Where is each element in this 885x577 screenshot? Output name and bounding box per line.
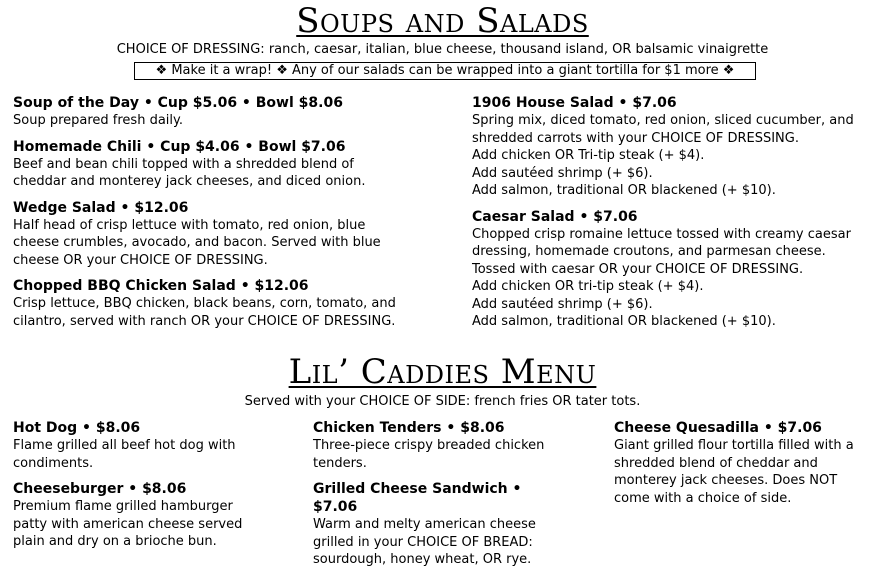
menu-item-cheeseburger: [13, 480, 258, 551]
item-name: Wedge Salad • $12.06: [13, 199, 189, 216]
item-description: Three-piece crispy breaded chicken tenders.: [313, 438, 545, 471]
item-description: Giant grilled flour tortilla filled with a shredded blend of cheddar and monterey jack cheeses. Does NOT come with a choice of side.: [614, 438, 854, 506]
addon-line: Add chicken OR Tri-tip steak (+ $4).: [472, 148, 705, 163]
item-name: Grilled Cheese Sandwich • $7.06: [313, 481, 522, 515]
item-name: Soup of the Day • Cup $5.06 • Bowl $8.06: [13, 95, 343, 111]
menu-item-1906-house-salad: [472, 94, 872, 200]
item-name: Cheeseburger • $8.06: [13, 481, 187, 497]
salads-right-column: [472, 94, 872, 339]
menu-item-grilled-cheese-sandwich: [313, 480, 568, 569]
menu-item-soup-of-the-day: [13, 94, 458, 130]
item-description: Warm and melty american cheese grilled in your CHOICE OF BREAD: sourdough, honey wheat, OR rye.: [313, 517, 536, 567]
item-description: Spring mix, diced tomato, red onion, sliced cucumber, and shredded carrots with your CHOICE OF DRESSING.: [472, 113, 854, 146]
addon-line: Add sautéed shrimp (+ $6).: [472, 296, 653, 312]
addon-line: Add salmon, traditional OR blackened (+ $10).: [472, 314, 776, 329]
caddies-column-1: [13, 419, 258, 559]
item-description: Soup prepared fresh daily.: [13, 113, 183, 128]
item-name: Caesar Salad • $7.06: [472, 208, 638, 225]
side-choice-note: Served with your CHOICE OF SIDE: french fries OR tater tots.: [244, 394, 641, 409]
menu-item-caesar-salad: [472, 208, 872, 331]
item-description: Beef and bean chili topped with a shredded blend of cheddar and monterey jack cheeses, and diced onion.: [13, 156, 366, 189]
item-description: Crisp lettuce, BBQ chicken, black beans, corn, tomato, and cilantro, served with ranch OR your CHOICE OF DRESSING.: [13, 296, 396, 329]
item-description: Chopped crisp romaine lettuce tossed with creamy caesar dressing, homemade croutons, and parmesan cheese. Tossed with caesar OR your CHOICE OF DRESSING.: [472, 226, 851, 277]
item-name: 1906 House Salad • $7.06: [472, 95, 677, 111]
item-description: Half head of crisp lettuce with tomato, red onion, blue cheese crumbles, avocado, and bacon. Served with blue cheese OR your CHOICE OF DRESSING.: [13, 217, 381, 268]
item-name: Chicken Tenders • $8.06: [313, 420, 505, 436]
soups-salads-title: Soups and Salads: [296, 1, 589, 41]
menu-item-chopped-bbq-chicken-salad: [13, 277, 458, 330]
caddies-column-3: [614, 419, 876, 515]
item-description: Premium flame grilled hamburger patty with american cheese served plain and dry on a brioche bun.: [13, 499, 243, 549]
addon-line: Add sautéed shrimp (+ $6).: [472, 165, 653, 181]
item-description: Flame grilled all beef hot dog with condiments.: [13, 438, 236, 471]
addon-line: Add salmon, traditional OR blackened (+ $10).: [472, 183, 776, 198]
menu-item-cheese-quesadilla: [614, 419, 876, 507]
dressing-choices: CHOICE OF DRESSING: ranch, caesar, italian, blue cheese, thousand island, OR balsamic vinaigrette: [116, 42, 769, 57]
item-name: Cheese Quesadilla • $7.06: [614, 420, 822, 436]
wrap-note: ❖ Make it a wrap! ❖ Any of our salads can be wrapped into a giant tortilla for $1 more ❖: [134, 62, 756, 80]
caddies-column-2: [313, 419, 568, 577]
item-name: Hot Dog • $8.06: [13, 420, 141, 436]
menu-item-homemade-chili: [13, 138, 458, 191]
item-name: Chopped BBQ Chicken Salad • $12.06: [13, 278, 309, 294]
salads-left-column: [13, 94, 458, 338]
item-name: Homemade Chili • Cup $4.06 • Bowl $7.06: [13, 138, 346, 155]
addon-line: Add chicken OR tri-tip steak (+ $4).: [472, 279, 704, 294]
lil-caddies-title: Lil’ Caddies Menu: [288, 352, 597, 392]
menu-item-hot-dog: [13, 419, 258, 472]
menu-item-chicken-tenders: [313, 419, 568, 472]
menu-item-wedge-salad: [13, 199, 458, 270]
